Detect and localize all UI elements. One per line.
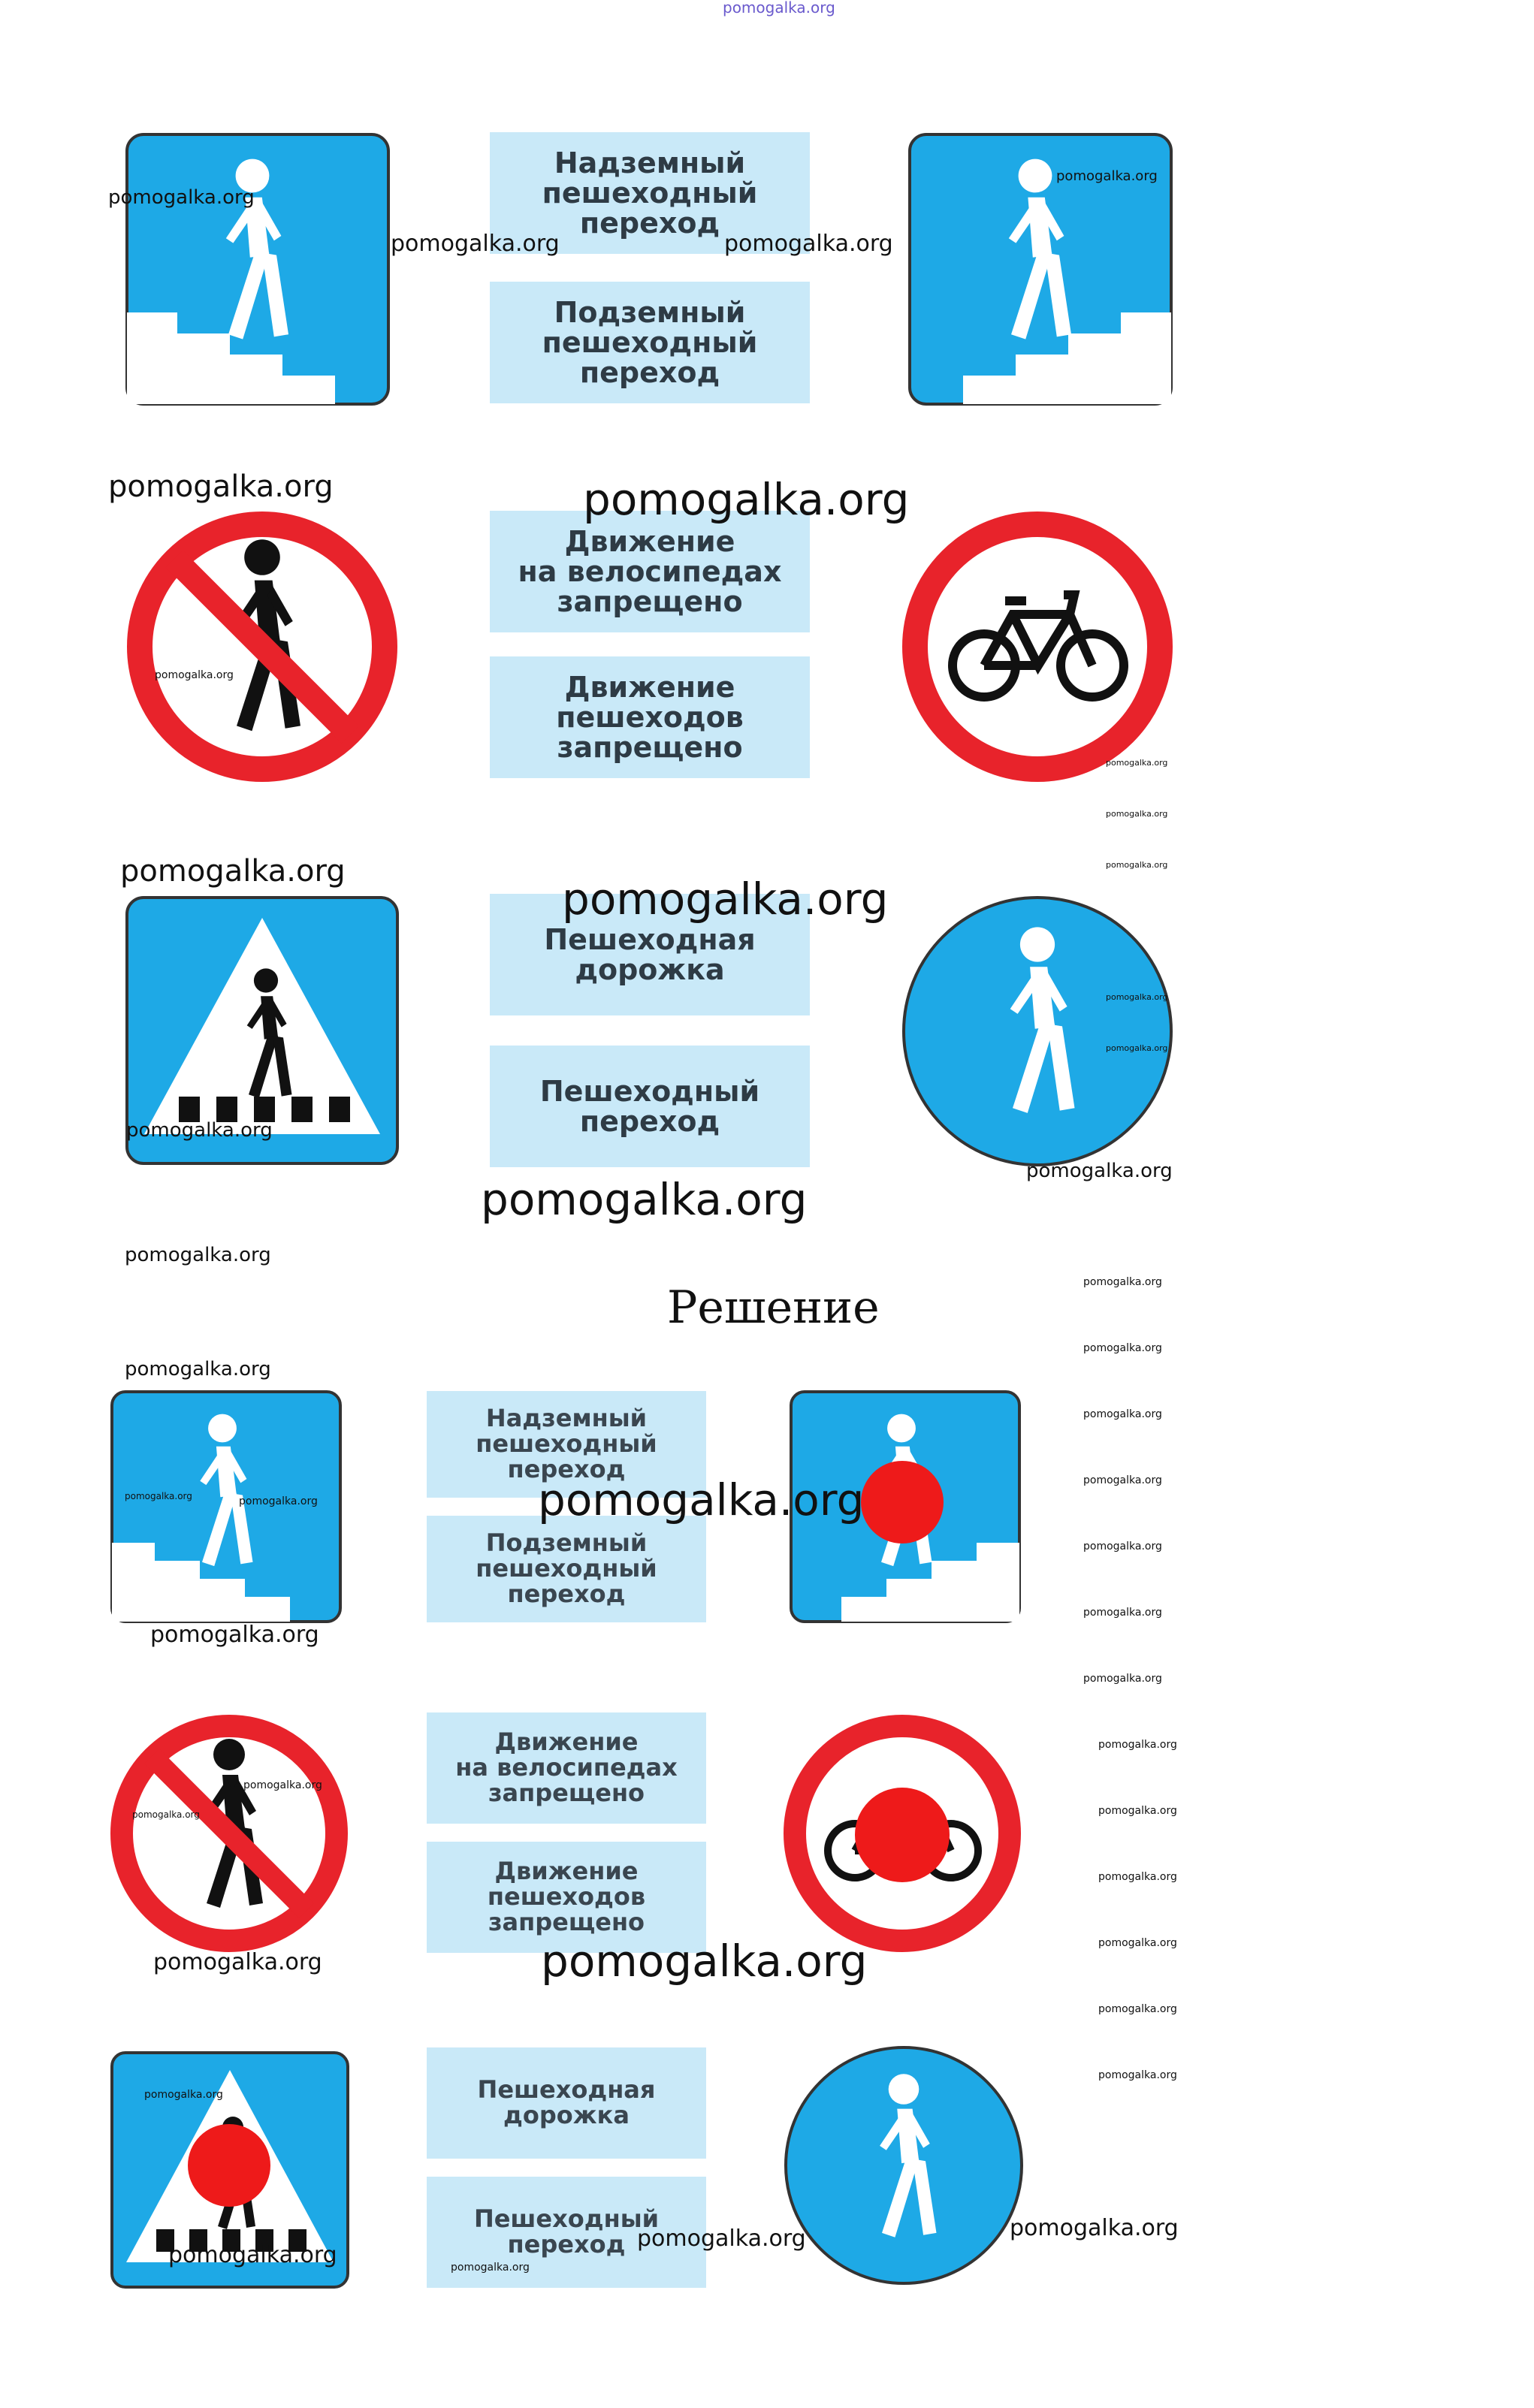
footpath-sign (900, 894, 1175, 1169)
watermark: pomogalka.org (153, 1949, 322, 1975)
no-bicycles-sign (900, 509, 1175, 784)
watermark: pomogalka.org (451, 2262, 530, 2274)
watermark: pomogalka.org (168, 2242, 337, 2268)
no-pedestrians-sign (125, 509, 400, 784)
watermark: pomogalka.org (150, 1622, 319, 1648)
watermark: pomogalka.org (155, 669, 234, 681)
pedestrian-stairs-up-icon (125, 132, 391, 406)
overpass-sign (125, 132, 391, 406)
solution-plate-footpath: Пешеходная дорожка (427, 2047, 706, 2159)
no-pedestrians-icon (125, 509, 400, 784)
top-watermark: pomogalka.org (723, 0, 835, 17)
solution-footpath-sign (783, 2044, 1025, 2286)
watermark: pomogalka.org (481, 1174, 808, 1225)
watermark: pomogalka.org (1106, 860, 1168, 870)
watermark: pomogalka.org (108, 186, 255, 209)
watermark: pomogalka.org (1098, 1739, 1177, 1751)
watermark: pomogalka.org (132, 1809, 200, 1820)
watermark: pomogalka.org (1106, 1043, 1168, 1053)
watermark: pomogalka.org (541, 1936, 868, 1987)
plate-overpass: Надземный пешеходный переход (490, 132, 810, 254)
watermark: pomogalka.org (108, 469, 334, 504)
pedestrian-path-icon (783, 2044, 1025, 2286)
watermark: pomogalka.org (724, 231, 893, 257)
watermark: pomogalka.org (1083, 1540, 1162, 1553)
watermark: pomogalka.org (1026, 1160, 1173, 1182)
answer-marker-no-bicycles (855, 1788, 950, 1882)
watermark: pomogalka.org (125, 1244, 271, 1266)
solution-no-pedestrians-sign (108, 1712, 350, 1954)
watermark: pomogalka.org (1083, 1673, 1162, 1685)
watermark: pomogalka.org (1098, 1871, 1177, 1883)
watermark: pomogalka.org (1106, 992, 1168, 1002)
watermark: pomogalka.org (583, 474, 910, 525)
watermark: pomogalka.org (1098, 1937, 1177, 1949)
watermark: pomogalka.org (239, 1495, 318, 1507)
watermark: pomogalka.org (1083, 1276, 1162, 1288)
solution-plate-no-pedestrians: Движение пешеходов запрещено (427, 1842, 706, 1953)
answer-marker-underpass (861, 1461, 944, 1543)
plate-no-pedestrians: Движение пешеходов запрещено (490, 656, 810, 778)
watermark: pomogalka.org (125, 1491, 192, 1501)
answer-marker-crossing (188, 2124, 270, 2207)
solution-plate-overpass: Надземный пешеходный переход (427, 1391, 706, 1498)
watermark: pomogalka.org (126, 1119, 273, 1142)
solution-plate-no-bikes: Движение на велосипедах запрещено (427, 1712, 706, 1824)
watermark: pomogalka.org (1106, 809, 1168, 819)
solution-heading: Решение (667, 1281, 880, 1334)
watermark: pomogalka.org (1098, 1805, 1177, 1817)
watermark: pomogalka.org (1098, 2069, 1177, 2081)
watermark: pomogalka.org (391, 231, 560, 257)
watermark: pomogalka.org (125, 1358, 271, 1381)
watermark: pomogalka.org (538, 1474, 865, 1525)
watermark: pomogalka.org (1083, 1342, 1162, 1354)
no-pedestrians-icon (108, 1712, 350, 1954)
watermark: pomogalka.org (1083, 1474, 1162, 1486)
watermark: pomogalka.org (243, 1779, 322, 1791)
watermark: pomogalka.org (120, 854, 346, 889)
plate-crossing: Пешеходный переход (490, 1046, 810, 1167)
solution-plate-crossing: Пешеходный переход (427, 2177, 706, 2288)
plate-footpath: Пешеходная дорожка (490, 894, 810, 1015)
watermark: pomogalka.org (562, 874, 889, 925)
pedestrian-path-icon (900, 894, 1175, 1169)
plate-underpass: Подземный пешеходный переход (490, 282, 810, 403)
watermark: pomogalka.org (1098, 2003, 1177, 2015)
plate-no-bikes: Движение на велосипедах запрещено (490, 511, 810, 632)
solution-plate-underpass: Подземный пешеходный переход (427, 1516, 706, 1622)
watermark: pomogalka.org (1106, 758, 1168, 768)
watermark: pomogalka.org (1083, 1607, 1162, 1619)
watermark: pomogalka.org (637, 2225, 806, 2252)
watermark: pomogalka.org (1083, 1408, 1162, 1420)
watermark: pomogalka.org (144, 2089, 223, 2101)
watermark: pomogalka.org (1010, 2215, 1179, 2241)
watermark: pomogalka.org (1056, 168, 1158, 184)
no-bicycles-icon (900, 509, 1175, 784)
